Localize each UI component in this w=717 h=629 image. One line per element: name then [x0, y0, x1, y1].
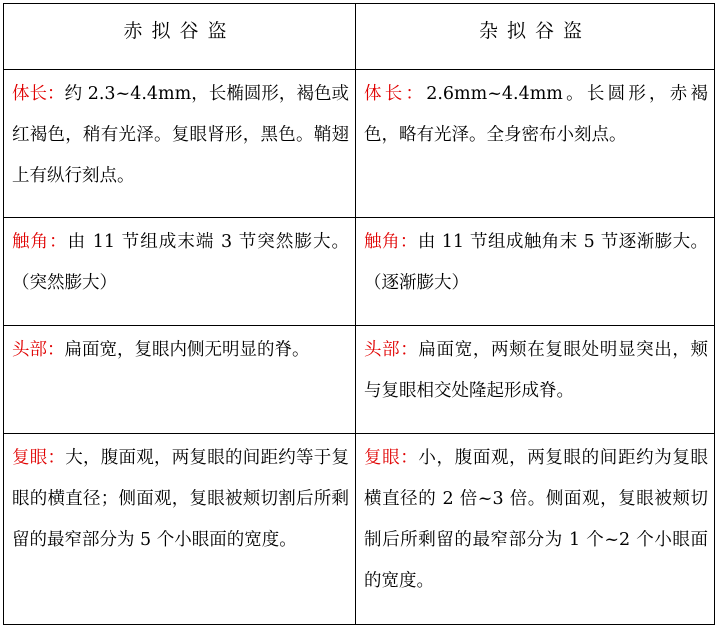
- text: 小，腹面观，两复眼的间距约为复眼横直径的 2 倍~3 倍。侧面观，复眼被颊切制后所剩留的最窄部分为 1 个~2 个小眼面的宽度。: [364, 448, 709, 591]
- label-head: 头部：: [12, 340, 65, 360]
- text: 约 2.3~4.4mm，长椭圆形，褐色或红褐色，稍有光泽。复眼肾形，黑色。鞘翅上有纵行刻点。: [12, 84, 350, 186]
- row-body-length: [4, 70, 715, 218]
- label-antenna: 触角：: [12, 232, 68, 252]
- text: 大，腹面观，两复眼的间距约等于复眼的横直径；侧面观，复眼被颊切割后所剩留的最窄部分为 5 个小眼面的宽度。: [12, 448, 349, 550]
- header-right: 杂拟谷盗: [356, 4, 715, 70]
- row-antenna: [4, 218, 715, 326]
- label-body-length: 体长：: [364, 84, 427, 104]
- text: 2.6mm~4.4mm。长圆形，赤褐色，略有光泽。全身密布小刻点。: [364, 84, 709, 145]
- cell-left: [4, 70, 356, 218]
- label-compound-eye: 复眼：: [12, 448, 66, 468]
- cell-left: [4, 326, 356, 434]
- label-head: 头部：: [364, 340, 419, 360]
- comparison-table: [3, 3, 715, 625]
- cell-left: [4, 218, 356, 326]
- cell-left: [4, 434, 356, 625]
- text: 扁面宽，两颊在复眼处明显突出，颊与复眼相交处隆起形成脊。: [364, 340, 709, 401]
- row-head: [4, 326, 715, 434]
- cell-right: [356, 326, 715, 434]
- label-antenna: 触角：: [364, 232, 418, 252]
- cell-right: [356, 70, 715, 218]
- text: 由 11 节组成触角末 5 节逐渐膨大。（逐渐膨大）: [364, 232, 709, 293]
- header-left: 赤拟谷盗: [4, 4, 356, 70]
- cell-right: [356, 218, 715, 326]
- header-row: [4, 4, 715, 70]
- text: 由 11 节组成末端 3 节突然膨大。（突然膨大）: [12, 232, 349, 293]
- text: 扁面宽，复眼内侧无明显的脊。: [64, 340, 310, 360]
- cell-right: [356, 434, 715, 625]
- label-body-length: 体长：: [12, 84, 65, 104]
- row-compound-eye: [4, 434, 715, 625]
- label-compound-eye: 复眼：: [364, 448, 419, 468]
